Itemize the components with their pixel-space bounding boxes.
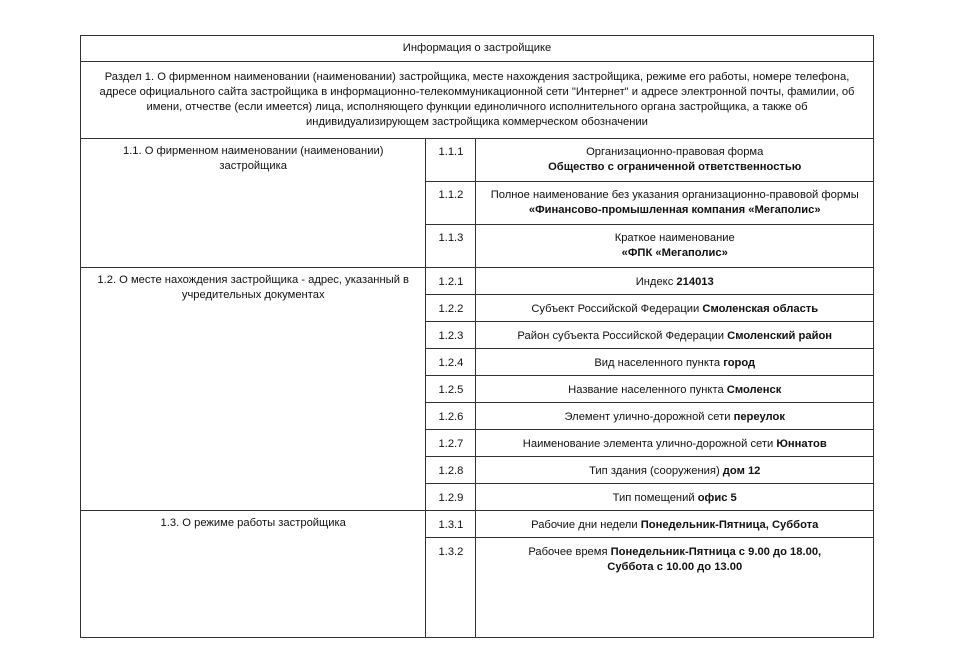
row-number: 1.2.7	[426, 430, 476, 457]
row-value	[476, 182, 874, 225]
field-label: Полное наименование без указания организационно-правовой формы	[490, 189, 859, 201]
field-value: офис 5	[697, 492, 737, 504]
field-label: Название населенного пункта	[568, 384, 724, 396]
field-value: Смоленская область	[702, 303, 819, 315]
field-value: дом 12	[722, 465, 761, 477]
field-value: Смоленск	[726, 384, 782, 396]
row-value	[476, 295, 874, 322]
field-label: Индекс	[635, 276, 674, 288]
group-1-1-label: 1.1. О фирменном наименовании (наименовании) застройщика	[81, 139, 426, 268]
row-value	[476, 403, 874, 430]
row-number: 1.1.3	[426, 225, 476, 268]
row-value	[476, 376, 874, 403]
field-value: 214013	[676, 276, 714, 288]
row-number: 1.3.1	[426, 511, 476, 538]
row-value	[476, 268, 874, 295]
row-value	[476, 457, 874, 484]
row-number: 1.1.1	[426, 139, 476, 182]
field-label: Субъект Российской Федерации	[531, 303, 700, 315]
field-label: Вид населенного пункта	[594, 357, 721, 369]
row-number: 1.2.5	[426, 376, 476, 403]
field-value: «ФПК «Мегаполис»	[621, 247, 728, 259]
section-1-title: Раздел 1. О фирменном наименовании (наименовании) застройщика, месте нахождения застройщика, режиме его работы, номере телефона, адресе официального сайта застройщика в информационно-телекоммуникационной сети "Интернет" и адресе электронной почты, фамилии, об имени, отчестве (если имеется) лица, исполняющего функции единоличного исполнительного органа застройщика, а также об индивидуализирующем застройщика коммерческом обозначении	[81, 62, 874, 139]
field-label: Элемент улично-дорожной сети	[564, 411, 731, 423]
field-value: Общество с ограниченной ответственностью	[548, 161, 802, 173]
field-label: Тип здания (сооружения)	[589, 465, 720, 477]
row-value	[476, 349, 874, 376]
row-value	[476, 430, 874, 457]
row-number: 1.2.3	[426, 322, 476, 349]
row-number: 1.1.2	[426, 182, 476, 225]
field-label: Краткое наименование	[614, 232, 735, 244]
field-value: Смоленский район	[727, 330, 833, 342]
row-number: 1.2.9	[426, 484, 476, 511]
row-number: 1.3.2	[426, 538, 476, 638]
group-1-2-label: 1.2. О месте нахождения застройщика - адрес, указанный в учредительных документах	[81, 268, 426, 511]
row-value	[476, 484, 874, 511]
table-title: Информация о застройщике	[81, 36, 874, 62]
field-value: Понедельник-Пятница с 9.00 до 18.00,	[610, 546, 822, 558]
row-value	[476, 538, 874, 638]
field-label: Район субъекта Российской Федерации	[517, 330, 725, 342]
field-value: Юннатов	[776, 438, 827, 450]
row-value	[476, 322, 874, 349]
field-value: город	[723, 357, 756, 369]
row-value	[476, 511, 874, 538]
field-label: Тип помещений	[612, 492, 695, 504]
field-label: Рабочие дни недели	[531, 519, 638, 531]
field-label: Наименование элемента улично-дорожной сети	[522, 438, 774, 450]
field-label: Организационно-правовая форма	[586, 146, 764, 158]
row-number: 1.2.6	[426, 403, 476, 430]
row-value	[476, 225, 874, 268]
field-label: Рабочее время	[528, 546, 608, 558]
field-value: «Финансово-промышленная компания «Мегаполис»	[528, 204, 821, 216]
field-value: переулок	[733, 411, 785, 423]
developer-info-table	[80, 35, 874, 638]
row-number: 1.2.8	[426, 457, 476, 484]
row-number: 1.2.1	[426, 268, 476, 295]
group-1-3-label: 1.3. О режиме работы застройщика	[81, 511, 426, 638]
field-value: Понедельник-Пятница, Суббота	[640, 519, 819, 531]
row-number: 1.2.2	[426, 295, 476, 322]
row-number: 1.2.4	[426, 349, 476, 376]
field-value-line-2: Суббота с 10.00 до 13.00	[607, 561, 743, 573]
row-value	[476, 139, 874, 182]
